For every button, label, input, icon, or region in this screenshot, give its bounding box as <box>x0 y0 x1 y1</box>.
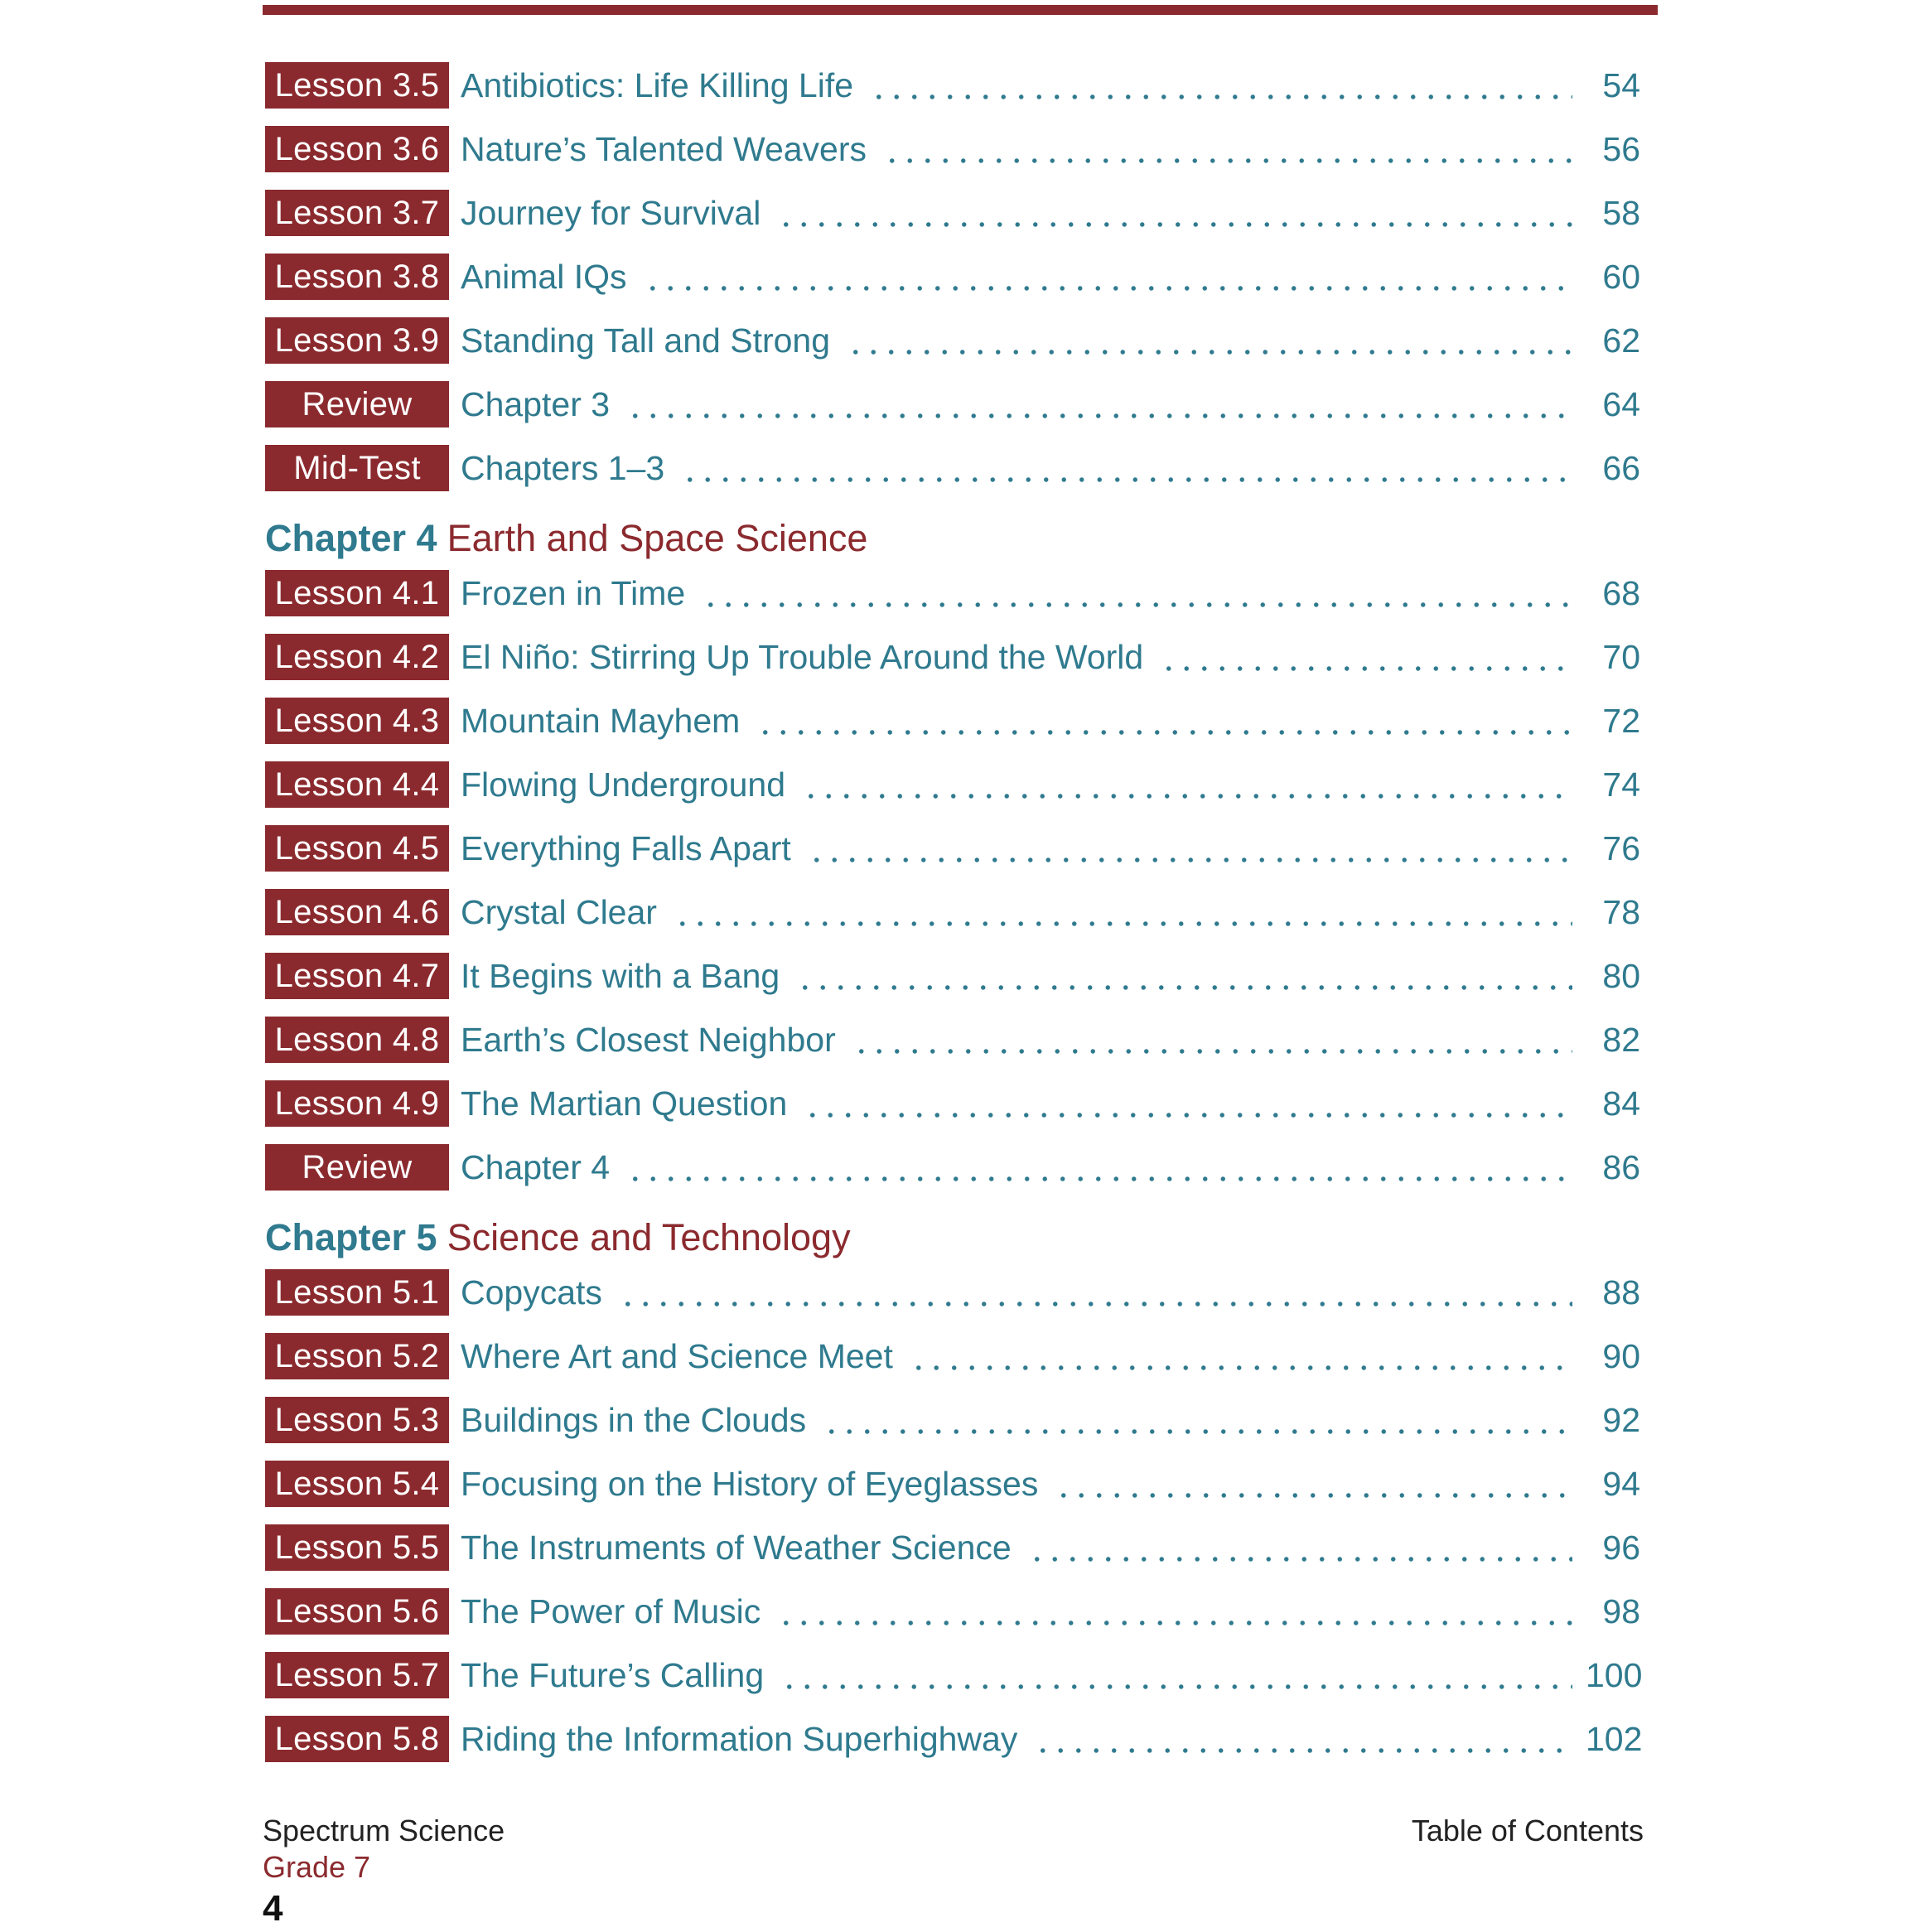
dot-leader <box>681 444 1572 492</box>
footer-left <box>263 1813 505 1932</box>
lesson-badge: Lesson 4.2 <box>265 634 449 680</box>
entry-title: Copycats <box>461 1273 602 1311</box>
toc-entry <box>265 1587 1640 1635</box>
entry-page-number: 96 <box>1602 1529 1640 1567</box>
entry-title: It Begins with a Bang <box>461 957 780 995</box>
table-of-contents <box>265 61 1643 1779</box>
toc-entry <box>265 1268 1640 1316</box>
dot-leader <box>870 61 1572 109</box>
toc-entry <box>265 1143 1640 1191</box>
section-name: Table of Contents <box>1411 1814 1644 1847</box>
lesson-badge: Review <box>265 1144 449 1191</box>
dot-leader <box>1160 633 1572 681</box>
toc-entry <box>265 1715 1643 1763</box>
entry-page-number: 70 <box>1602 638 1640 676</box>
entry-title: Antibiotics: Life Killing Life <box>461 66 854 104</box>
dot-leader <box>1055 1460 1572 1508</box>
entry-title: Mountain Mayhem <box>461 702 741 740</box>
book-series: Spectrum Science <box>263 1814 505 1847</box>
dot-leader <box>619 1268 1572 1316</box>
lesson-badge: Lesson 4.8 <box>265 1017 449 1063</box>
lesson-badge: Lesson 5.1 <box>265 1269 449 1316</box>
entry-page-number: 88 <box>1602 1273 1640 1311</box>
dot-leader <box>802 761 1572 809</box>
entry-title: The Power of Music <box>461 1592 761 1630</box>
entry-title: Everything Falls Apart <box>461 829 791 867</box>
dot-leader <box>823 1396 1572 1444</box>
entry-page-number: 80 <box>1602 957 1640 995</box>
entry-title: Buildings in the Clouds <box>461 1401 807 1439</box>
lesson-badge: Lesson 4.7 <box>265 953 449 999</box>
chapter-label: Chapter 4 <box>265 517 437 559</box>
lesson-badge: Lesson 3.7 <box>265 190 449 236</box>
toc-entry <box>265 1332 1640 1380</box>
entry-page-number: 74 <box>1602 766 1640 804</box>
page-number: 4 <box>263 1888 283 1929</box>
lesson-badge: Lesson 4.6 <box>265 889 449 935</box>
entry-title: The Instruments of Weather Science <box>461 1529 1012 1567</box>
entry-page-number: 58 <box>1602 194 1640 232</box>
entry-page-number: 72 <box>1602 702 1640 740</box>
toc-entry <box>265 1460 1640 1508</box>
lesson-badge: Lesson 5.6 <box>265 1588 449 1635</box>
entry-page-number: 100 <box>1586 1656 1643 1694</box>
top-rule <box>263 5 1658 15</box>
entry-title: Nature’s Talented Weavers <box>461 130 867 168</box>
dot-leader <box>644 253 1573 301</box>
entry-title: Journey for Survival <box>461 194 761 232</box>
toc-entry <box>265 633 1640 681</box>
toc-entry <box>265 761 1640 809</box>
dot-leader <box>780 1651 1572 1699</box>
dot-leader <box>626 1143 1572 1191</box>
entry-title: Chapters 1–3 <box>461 449 665 487</box>
dot-leader <box>626 380 1572 428</box>
toc-entry <box>265 952 1640 1000</box>
entry-title: Earth’s Closest Neighbor <box>461 1021 836 1059</box>
entry-page-number: 64 <box>1602 385 1640 423</box>
entry-title: Riding the Information Superhighway <box>461 1720 1018 1758</box>
entry-page-number: 102 <box>1586 1720 1643 1758</box>
lesson-badge: Lesson 4.3 <box>265 698 449 744</box>
dot-leader <box>910 1332 1572 1380</box>
entry-title: Chapter 3 <box>461 385 611 423</box>
toc-entry <box>265 1016 1640 1064</box>
dot-leader <box>777 189 1572 237</box>
dot-leader <box>804 1080 1572 1128</box>
chapter-label: Chapter 5 <box>265 1216 437 1258</box>
chapter-title: Science and Technology <box>447 1216 851 1258</box>
entry-title: Standing Tall and Strong <box>461 321 831 360</box>
toc-entry <box>265 61 1640 109</box>
entry-page-number: 86 <box>1602 1148 1640 1186</box>
dot-leader <box>883 125 1572 173</box>
lesson-badge: Lesson 5.5 <box>265 1524 449 1571</box>
toc-entry <box>265 253 1640 301</box>
dot-leader <box>796 952 1572 1000</box>
entry-title: The Martian Question <box>461 1084 788 1123</box>
chapter-heading <box>265 508 1640 569</box>
entry-page-number: 56 <box>1602 130 1640 168</box>
entry-page-number: 66 <box>1602 449 1640 487</box>
entry-title: The Future’s Calling <box>461 1656 765 1694</box>
lesson-badge: Lesson 4.5 <box>265 825 449 872</box>
lesson-badge: Mid-Test <box>265 445 449 491</box>
toc-entry <box>265 1524 1640 1572</box>
toc-entry <box>265 697 1640 745</box>
dot-leader <box>777 1587 1572 1635</box>
entry-page-number: 92 <box>1602 1401 1640 1439</box>
entry-page-number: 60 <box>1602 258 1640 296</box>
dot-leader <box>847 316 1572 365</box>
lesson-badge: Lesson 3.5 <box>265 62 449 109</box>
entry-page-number: 78 <box>1602 893 1640 931</box>
toc-entry <box>265 1080 1640 1128</box>
entry-page-number: 94 <box>1602 1465 1640 1503</box>
entry-title: El Niño: Stirring Up Trouble Around the World <box>461 638 1144 676</box>
entry-title: Crystal Clear <box>461 893 657 931</box>
dot-leader <box>1034 1715 1572 1763</box>
lesson-badge: Lesson 5.8 <box>265 1716 449 1762</box>
lesson-badge: Review <box>265 381 449 427</box>
lesson-badge: Lesson 5.3 <box>265 1397 449 1443</box>
toc-entry <box>265 444 1640 492</box>
toc-entry <box>265 1651 1643 1699</box>
lesson-badge: Lesson 4.1 <box>265 570 449 616</box>
lesson-badge: Lesson 3.8 <box>265 254 449 300</box>
entry-title: Animal IQs <box>461 258 627 296</box>
dot-leader <box>702 569 1572 617</box>
dot-leader <box>756 697 1572 745</box>
entry-title: Flowing Underground <box>461 766 786 804</box>
dot-leader <box>1028 1524 1572 1572</box>
entry-page-number: 54 <box>1602 66 1640 104</box>
toc-entry <box>265 125 1640 173</box>
lesson-badge: Lesson 3.6 <box>265 126 449 172</box>
toc-entry <box>265 189 1640 237</box>
lesson-badge: Lesson 3.9 <box>265 317 449 364</box>
entry-page-number: 90 <box>1602 1337 1640 1375</box>
entry-title: Frozen in Time <box>461 574 686 612</box>
lesson-badge: Lesson 4.4 <box>265 761 449 808</box>
chapter-title: Earth and Space Science <box>447 517 868 559</box>
dot-leader <box>852 1016 1572 1064</box>
grade-label: Grade 7 <box>263 1850 371 1884</box>
entry-page-number: 82 <box>1602 1021 1640 1059</box>
lesson-badge: Lesson 5.7 <box>265 1652 449 1698</box>
toc-entry <box>265 1396 1640 1444</box>
entry-title: Where Art and Science Meet <box>461 1337 893 1375</box>
entry-page-number: 62 <box>1602 321 1640 360</box>
entry-page-number: 68 <box>1602 574 1640 612</box>
lesson-badge: Lesson 5.2 <box>265 1333 449 1379</box>
dot-leader <box>674 888 1572 936</box>
toc-entry <box>265 888 1640 936</box>
entry-title: Focusing on the History of Eyeglasses <box>461 1465 1039 1503</box>
toc-entry <box>265 380 1640 428</box>
lesson-badge: Lesson 5.4 <box>265 1461 449 1507</box>
dot-leader <box>808 824 1572 872</box>
entry-title: Chapter 4 <box>461 1148 611 1186</box>
chapter-heading <box>265 1207 1640 1268</box>
lesson-badge: Lesson 4.9 <box>265 1080 449 1127</box>
entry-page-number: 76 <box>1602 829 1640 867</box>
toc-entry <box>265 569 1640 617</box>
entry-page-number: 84 <box>1602 1084 1640 1123</box>
entry-page-number: 98 <box>1602 1592 1640 1630</box>
toc-entry <box>265 316 1640 365</box>
toc-entry <box>265 824 1640 872</box>
